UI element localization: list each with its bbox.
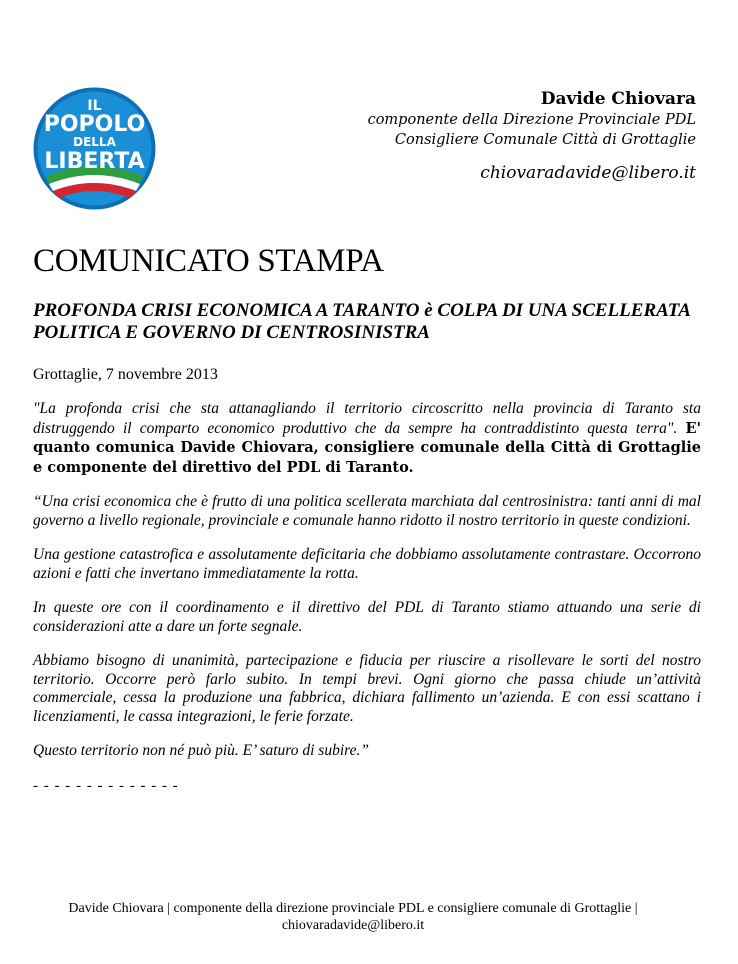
press-headline: PROFONDA CRISI ECONOMICA A TARANTO è COLPA DI UNA SCELLERATA POLITICA E GOVERNO DI CENTROSINISTRA (33, 300, 690, 343)
press-body (33, 400, 701, 811)
logo-text-liberta: LIBERTA (44, 149, 145, 174)
press-date: Grottaglie, 7 novembre 2013 (33, 366, 218, 383)
separator-dashes: - - - - - - - - - - - - - - (33, 777, 179, 794)
author-role-direzione: componente della Direzione Provinciale PDL (367, 112, 696, 128)
author-role-consigliere: Consigliere Comunale Città di Grottaglie (394, 132, 696, 148)
page-footer (33, 900, 673, 934)
intro-attribution: E' quanto comunica Davide Chiovara, consigliere comunale della Città di Grottaglie e componente del direttivo del PDL di Taranto. (33, 419, 701, 476)
body-paragraph-intro (33, 400, 701, 477)
author-name: Davide Chiovara (540, 89, 696, 109)
footer-line-1: Davide Chiovara | componente della direzione provinciale PDL e consigliere comunale di Grottaglie | (68, 901, 638, 916)
intro-quote: "La profonda crisi che sta attanagliando il territorio circoscritto nella provincia di Taranto sta distruggendo il comparto economico produttivo che da sempre ha contraddistinto questa terra". (33, 400, 701, 437)
body-paragraph-4: In queste ore con il coordinamento e il direttivo del PDL di Taranto stiamo attuando una serie di considerazioni atte a dare un forte segnale. (33, 599, 701, 635)
body-paragraph-5: Abbiamo bisogno di unanimità, partecipazione e fiducia per riuscire a risollevare le sorti del nostro territorio. Occorre però farlo subito. In tempi brevi. Ogni giorno che passa chiude un’attività commerciale, cessa la produzione una fabbrica, dichiara fallimento un’azienda. E con essi scattano i licenziamenti, le cassa integrazioni, le ferie forzate. (33, 652, 701, 725)
body-paragraph-6: Questo territorio non né può più. E’ saturo di subire.” (33, 742, 369, 759)
body-paragraph-2: “Una crisi economica che è frutto di una politica scellerata marchiata dal centrosinistra: tanti anni di mal governo a livello regionale, provinciale e comunale hanno ridotto il nostro territorio in queste condizioni. (33, 493, 701, 529)
document-title: COMUNICATO STAMPA (33, 243, 384, 279)
author-header (368, 88, 696, 184)
body-paragraph-3: Una gestione catastrofica e assolutamente deficitaria che dobbiamo assolutamente contrastare. Occorrono azioni e fatti che invertano immediatamente la rotta. (33, 546, 701, 582)
logo-text-il: IL (87, 98, 102, 114)
logo-text-popolo: POPOLO (43, 112, 146, 137)
footer-email: chiovaradavide@libero.it (281, 918, 425, 933)
logo-text-della: DELLA (73, 135, 116, 149)
author-email[interactable]: chiovaradavide@libero.it (480, 163, 696, 183)
pdl-logo (32, 86, 157, 211)
